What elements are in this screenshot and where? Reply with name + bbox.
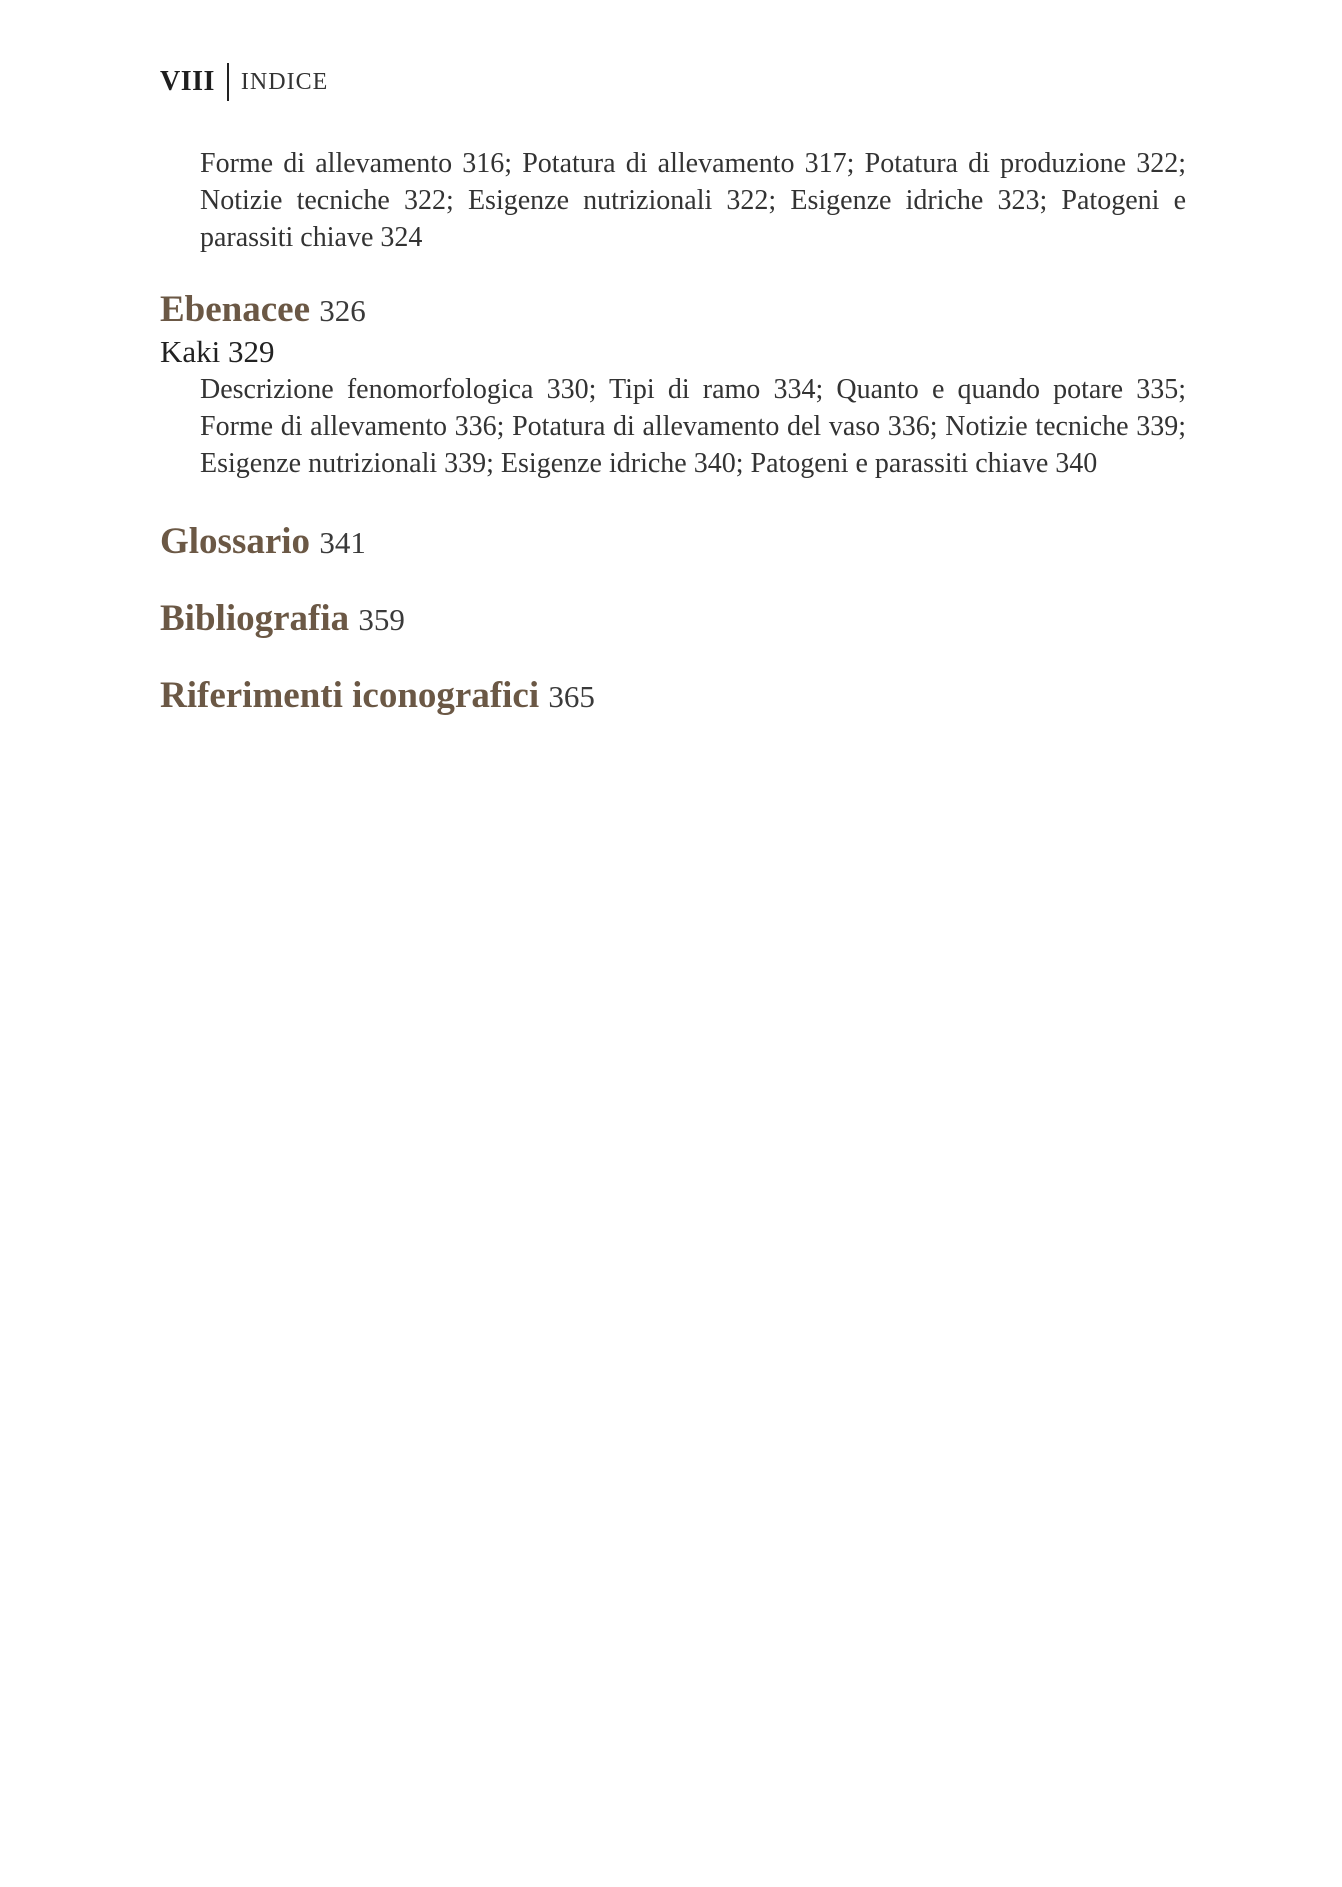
toc-chapter-bibliografia[interactable] [160,599,1186,640]
chapter-title: Bibliografia [160,598,350,639]
toc-chapter-riferimenti-iconografici[interactable] [160,676,1186,717]
chapter-page: 365 [548,679,595,714]
toc-chapter-ebenacee[interactable] [160,290,1186,331]
toc-section-kaki[interactable]: Kaki 329 [160,334,275,369]
chapter-page: 359 [358,602,405,637]
chapter-title: Riferimenti iconografici [160,675,540,716]
toc-chapter-glossario[interactable] [160,522,1186,563]
chapter-page: 326 [319,293,366,328]
page-number: VIII [160,66,215,97]
chapter-title: Ebenacee [160,289,311,330]
running-head [160,62,328,102]
chapter-page: 341 [319,525,366,560]
running-title: INDICE [240,68,329,95]
table-of-contents [160,145,1186,717]
toc-detail-kaki: Descrizione fenomorfologica 330; Tipi di ramo 334; Quanto e quando potare 335; Forme di allevamento 336; Potatura di allevamento del vaso 336; Notizie tecniche 339; Esigenze nutrizionali 339; Esigenze idriche 340; Patogeni e parassiti chiave 340 [200,374,1186,479]
chapter-title: Glossario [160,521,311,562]
header-divider [227,63,229,101]
toc-detail-continued: Forme di allevamento 316; Potatura di allevamento 317; Potatura di produzione 322; Notizie tecniche 322; Esigenze nutrizionali 322; Esigenze idriche 323; Patogeni e parassiti chiave 324 [200,148,1186,253]
